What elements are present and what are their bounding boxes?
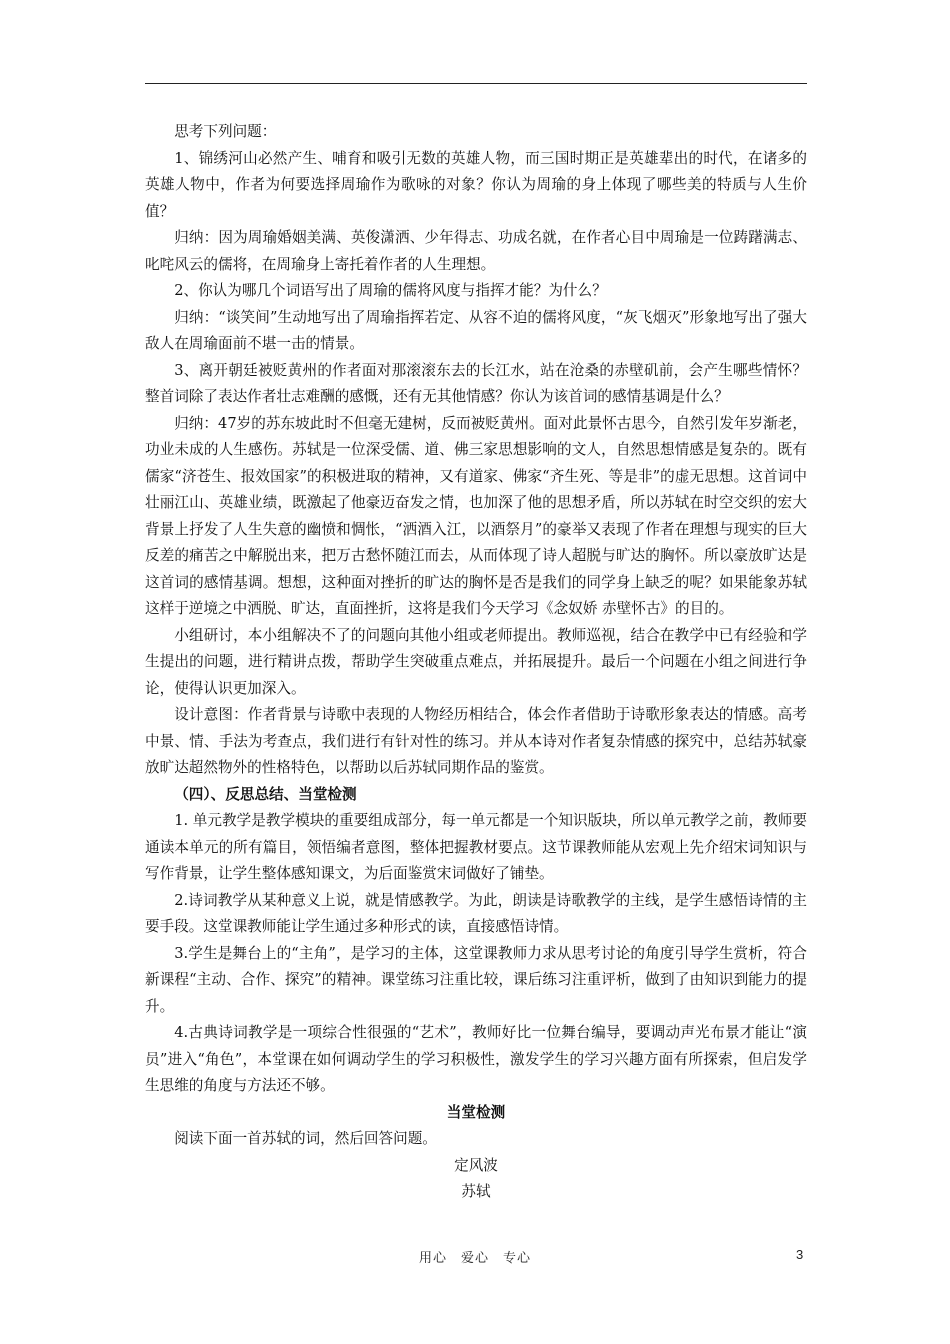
question-1: 1、锦绣河山必然产生、哺育和吸引无数的英雄人物，而三国时期正是英雄辈出的时代，在诸多的英雄人物中，作者为何要选择周瑜作为歌咏的对象？你认为周瑜的身上体现了哪些美的特质与人生价值？ (145, 149, 807, 220)
test-instruction: 阅读下面一首苏轼的词，然后回答问题。 (174, 1130, 437, 1147)
reflection-item: 2.诗词教学从某种意义上说，就是情感教学。为此，朗读是诗歌教学的主线，是学生感悟诗情的主要手段。这堂课教师能让学生通过多种形式的读，直接感悟诗情。 (145, 891, 807, 935)
reflection-item: 4.古典诗词教学是一项综合性很强的“艺术”，教师好比一位舞台编导，要调动声光布景才能让“演员”进入“角色”，本堂课在如何调动学生的学习积极性，激发学生的学习兴趣方面有所探索，但启发学生思维的角度与方法还不够。 (145, 1024, 807, 1094)
group-discussion: 小组研讨，本小组解决不了的问题向其他小组或老师提出。教师巡视，结合在教学中已有经验和学生提出的问题，进行精讲点拨，帮助学生突破重点难点，并拓展提升。最后一个问题在小组之间进行争论，使得认识更加深入。 (145, 626, 807, 697)
paragraph: 思考下列问题： (174, 123, 277, 140)
section-heading: （四）、反思总结、当堂检测 (174, 785, 357, 803)
reflection-item: 1. 单元教学是教学模块的重要组成部分，每一单元都是一个知识版块，所以单元教学之前，教师要通读本单元的所有篇目，领悟编者意图，整体把握教材要点。这节课教师能从宏观上先介绍宋词知识与写作背景，让学生整体感知课文，为后面鉴赏宋词做好了铺垫。 (145, 812, 807, 882)
poem-title: 定风波 (454, 1156, 498, 1174)
answer-2: 归纳：“谈笑间”生动地写出了周瑜指挥若定、从容不迫的儒将风度，“灰飞烟灭”形象地写出了强大敌人在周瑜面前不堪一击的情景。 (145, 308, 807, 352)
question-3: 3、离开朝廷被贬黄州的作者面对那滚滚东去的长江水，站在沧桑的赤壁矶前，会产生哪些情怀？整首词除了表达作者壮志难酬的感慨，还有无其他情感？你认为该首词的感情基调是什么？ (145, 361, 807, 405)
answer-1: 归纳：因为周瑜婚姻美满、英俊潇洒、少年得志、功成名就，在作者心目中周瑜是一位踌躇满志、叱咤风云的儒将，在周瑜身上寄托着作者的人生理想。 (145, 229, 807, 273)
header-rule (145, 83, 807, 84)
page-number: 3 (796, 1247, 804, 1262)
design-intent: 设计意图：作者背景与诗歌中表现的人物经历相结合，体会作者借助于诗歌形象表达的情感。高考中景、情、手法为考查点，我们进行有针对性的练习。并从本诗对作者复杂情感的探究中，总结苏轼豪放旷达超然物外的性格特色，以帮助以后苏轼同期作品的鉴赏。 (145, 706, 807, 776)
poem-author: 苏轼 (461, 1183, 491, 1200)
footer-slogan: 用心 爱心 专心 (418, 1251, 531, 1266)
question-2: 2、你认为哪几个词语写出了周瑜的儒将风度与指挥才能？为什么？ (174, 282, 607, 299)
test-heading: 当堂检测 (446, 1103, 506, 1121)
reflection-item: 3.学生是舞台上的“主角”，是学习的主体，这堂课教师力求从思考讨论的角度引导学生赏析，符合新课程“主动、合作、探究”的精神。课堂练习注重比较，课后练习注重评析，做到了由知识到能力的提升。 (145, 944, 807, 1015)
document-body (145, 119, 807, 1206)
answer-3: 归纳：47岁的苏东坡此时不但毫无建树，反而被贬黄州。面对此景怀古思今，自然引发年岁渐老，功业未成的人生感伤。苏轼是一位深受儒、道、佛三家思想影响的文人，自然思想情感是复杂的。既有儒家“济苍生、报效国家”的积极进取的精神，又有道家、佛家“齐生死、等是非”的虚无思想。这首词中壮丽江山、英雄业绩，既激起了他豪迈奋发之情，也加深了他的思想矛盾，所以苏轼在时空交织的宏大背景上抒发了人生失意的幽愤和惆怅，“洒酒入江，以酒祭月”的豪举又表现了作者在理想与现实的巨大反差的痛苦之中解脱出来，把万古愁怀随江而去，从而体现了诗人超脱与旷达的胸怀。所以豪放旷达是这首词的感情基调。想想，这种面对挫折的旷达的胸怀是否是我们的同学身上缺乏的呢？如果能象苏轼这样于逆境之中洒脱、旷达，直面挫折，这将是我们今天学习《念奴娇 赤壁怀古》的目的。 (145, 414, 807, 617)
